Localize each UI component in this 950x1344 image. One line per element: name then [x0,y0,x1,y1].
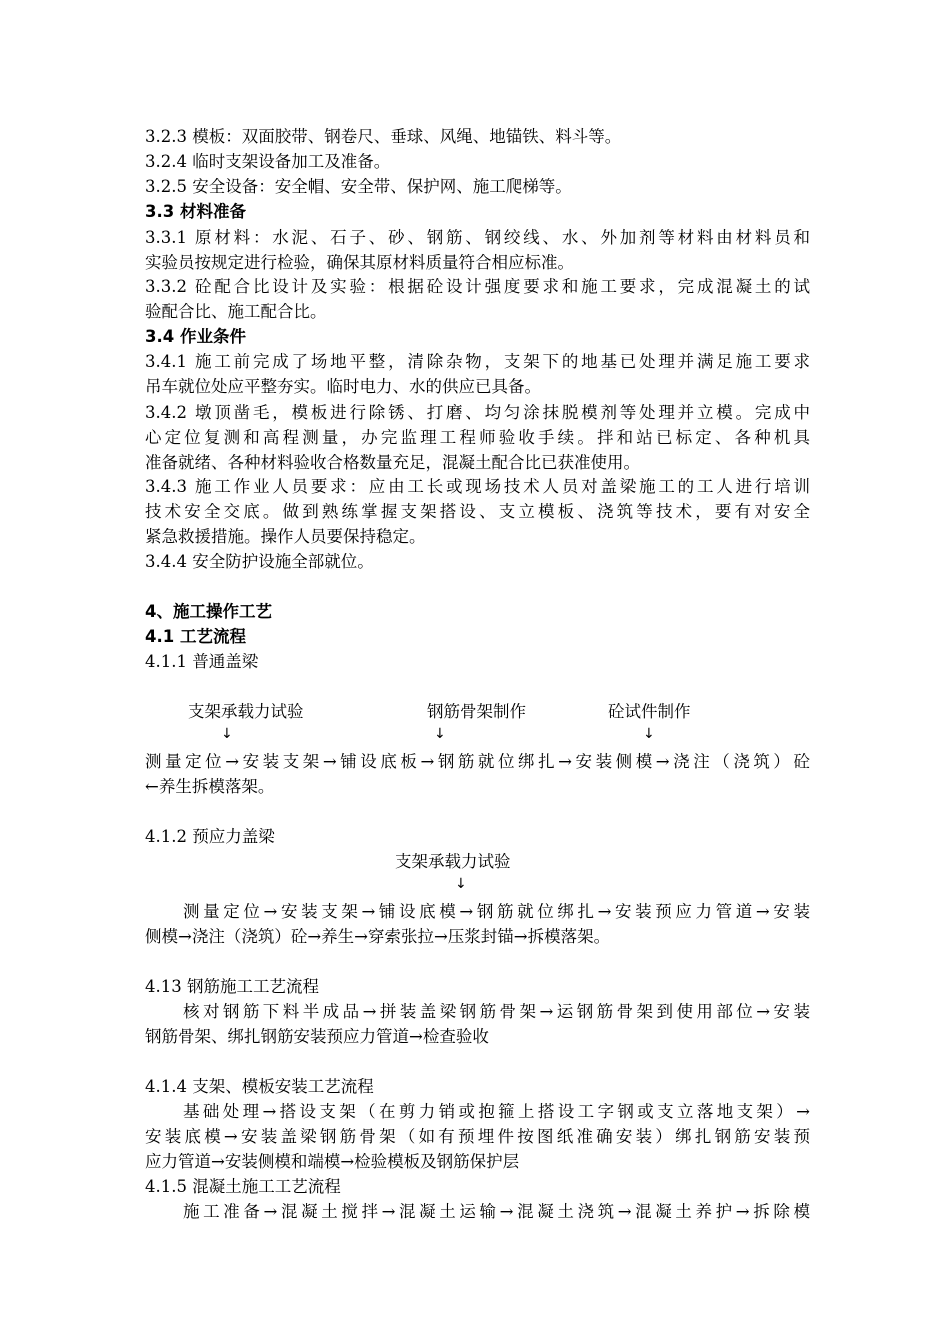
text-line: 实验员按规定进行检验，确保其原材料质量符合相应标准。 [145,253,574,272]
flow-label: 支架承载力试验 [188,702,304,721]
text-line: 3.3.2 砼配合比设计及实验：根据砼设计强度要求和施工要求，完成混凝土的试 [145,277,810,296]
section-heading: 4.1 工艺流程 [145,627,246,646]
text-line: 4.1.5 混凝土施工工艺流程 [145,1177,341,1196]
text-line: 施工准备→混凝土搅拌→混凝土运输→混凝土浇筑→混凝土养护→拆除模 [183,1202,810,1221]
text-line: 3.4.4 安全防护设施全部就位。 [145,552,374,571]
text-line: 4.1.2 预应力盖梁 [145,827,275,846]
text-line: 3.4.3 施工作业人员要求：应由工长或现场技术人员对盖梁施工的工人进行培训 [145,477,810,496]
text-line: 准备就绪、各种材料验收合格数量充足，混凝土配合比已获准使用。 [145,453,640,472]
chapter-heading: 4、施工操作工艺 [145,602,272,621]
text-line: 应力管道→安装侧模和端模→检验模板及钢筋保护层 [145,1152,520,1171]
text-line: 4.1.1 普通盖梁 [145,652,259,671]
text-line: 3.2.5 安全设备：安全帽、安全带、保护网、施工爬梯等。 [145,177,572,196]
text-line: 心定位复测和高程测量，办完监理工程师验收手续。拌和站已标定、各种机具 [145,428,810,447]
arrow-down-icon: ↓ [455,876,467,892]
text-line: 紧急救援措施。操作人员要保持稳定。 [145,527,426,546]
text-line: 安装底模→安装盖梁钢筋骨架（如有预埋件按图纸准确安装）绑扎钢筋安装预 [145,1127,810,1146]
text-line: 验配合比、施工配合比。 [145,302,327,321]
text-line: 4.13 钢筋施工工艺流程 [145,977,319,996]
flow-label: 砼试件制作 [608,702,691,721]
text-line: 钢筋骨架、绑扎钢筋安装预应力管道→检查验收 [145,1027,489,1046]
flow-label: 支架承载力试验 [395,852,511,871]
text-line: 3.2.4 临时支架设备加工及准备。 [145,152,391,171]
section-heading: 3.4 作业条件 [145,327,246,346]
text-line: 3.4.2 墩顶凿毛，模板进行除锈、打磨、均匀涂抹脱模剂等处理并立模。完成中 [145,403,810,422]
text-line: 侧模→浇注（浇筑）砼→养生→穿索张拉→压浆封锚→拆模落架。 [145,927,611,946]
text-line: 3.2.3 模板：双面胶带、钢卷尺、垂球、风绳、地锚铁、料斗等。 [145,127,622,146]
arrow-down-icon: ↓ [434,726,446,742]
text-line: 测量定位→安装支架→铺设底板→钢筋就位绑扎→安装侧模→浇注（浇筑）砼 [145,752,810,771]
arrow-down-icon: ↓ [221,726,233,742]
arrow-down-icon: ↓ [643,726,655,742]
text-line: 基础处理→搭设支架（在剪力销或抱箍上搭设工字钢或支立落地支架）→ [183,1102,810,1121]
text-line: 测量定位→安装支架→铺设底模→钢筋就位绑扎→安装预应力管道→安装 [183,902,810,921]
text-line: 技术安全交底。做到熟练掌握支架搭设、支立模板、浇筑等技术，要有对安全 [145,502,810,521]
text-line: ←养生拆模落架。 [145,777,275,796]
section-heading: 3.3 材料准备 [145,202,246,221]
text-line: 3.3.1 原材料：水泥、石子、砂、钢筋、钢绞线、水、外加剂等材料由材料员和 [145,228,810,247]
text-line: 4.1.4 支架、模板安装工艺流程 [145,1077,374,1096]
text-line: 吊车就位处应平整夯实。临时电力、水的供应已具备。 [145,377,541,396]
flow-label: 钢筋骨架制作 [427,702,526,721]
text-line: 3.4.1 施工前完成了场地平整，清除杂物，支架下的地基已处理并满足施工要求 [145,352,810,371]
text-line: 核对钢筋下料半成品→拼装盖梁钢筋骨架→运钢筋骨架到使用部位→安装 [183,1002,810,1021]
